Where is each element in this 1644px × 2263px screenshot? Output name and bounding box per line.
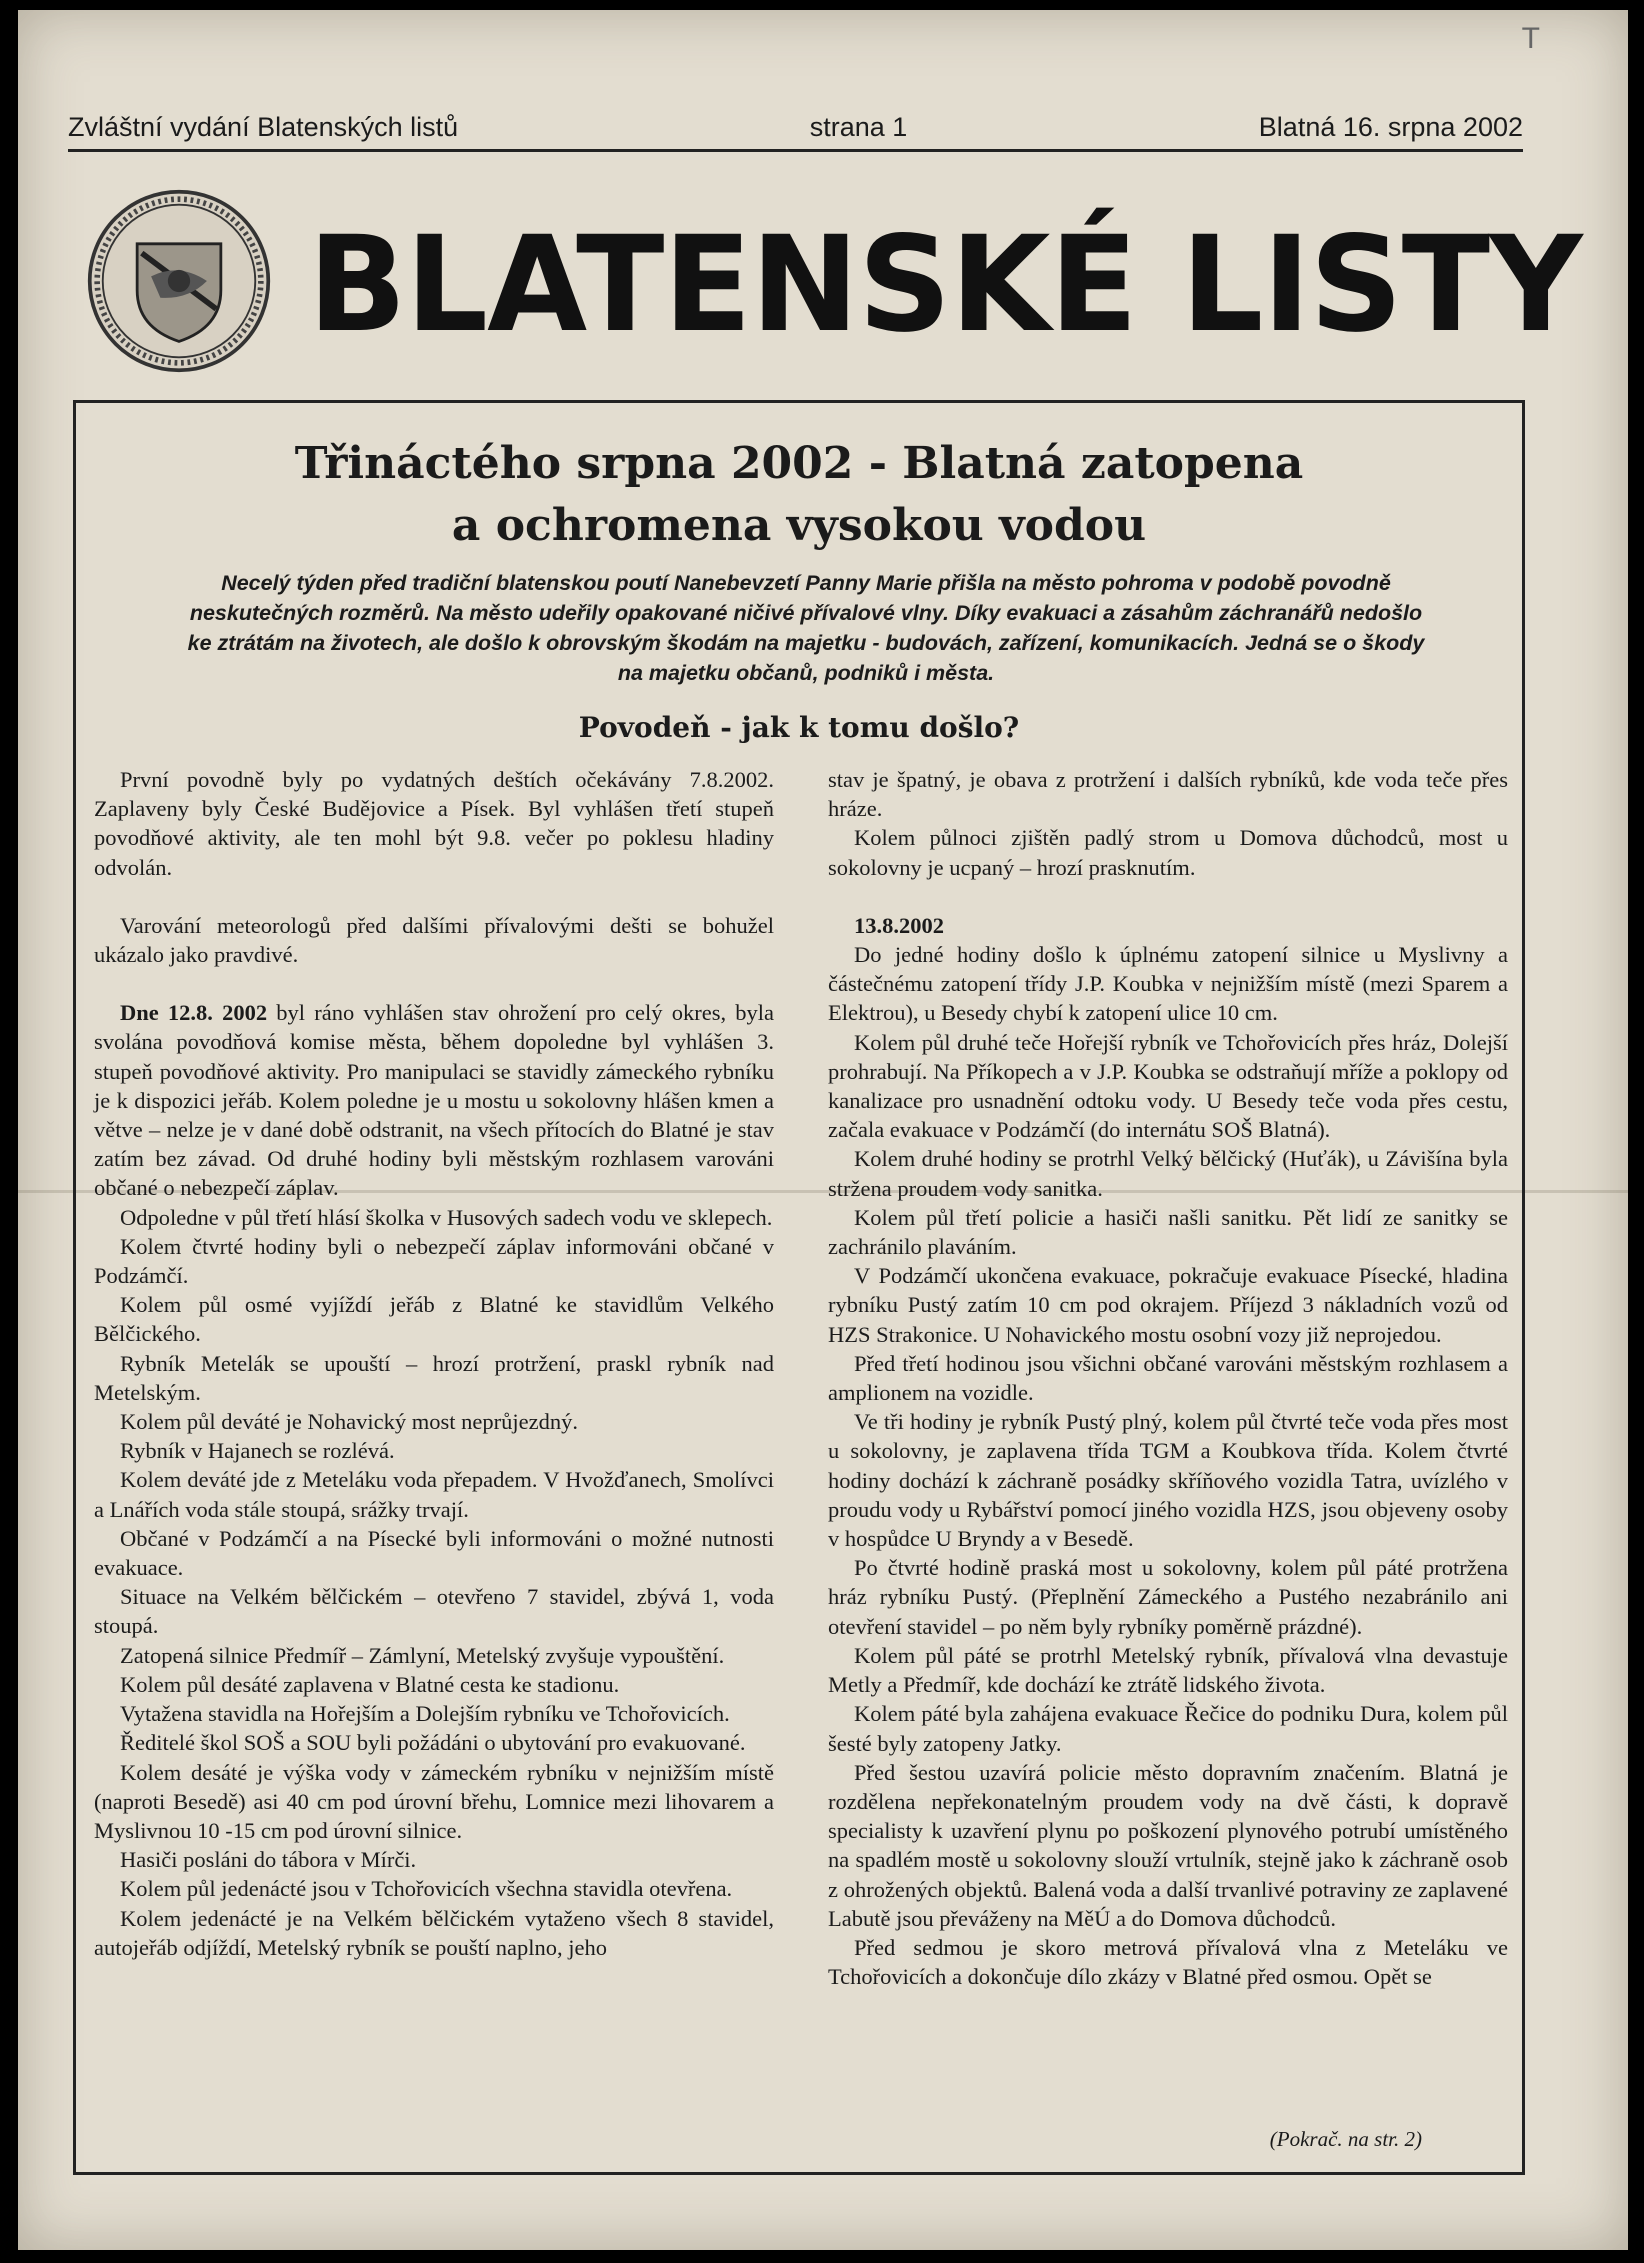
paragraph: Kolem páté byla zahájena evakuace Řečice do podniku Dura, kolem půl šesté byly zatopeny Jatky. <box>828 1701 1508 1756</box>
paragraph: Rybník v Hajanech se rozlévá. <box>120 1438 395 1464</box>
paragraph: Hasiči posláni do tábora v Mírči. <box>120 1847 417 1873</box>
paragraph: Vytažena stavidla na Hořejším a Dolejším rybníku ve Tchořovicích. <box>120 1701 730 1727</box>
date-heading: 13.8.2002 <box>854 912 944 938</box>
paragraph: Varování meteorologů před dalšími přívalovými dešti se bohužel ukázalo jako pravdivé. <box>94 912 774 968</box>
paragraph: Kolem čtvrté hodiny byli o nebezpečí záplav informováni občané v Podzámčí. <box>94 1233 774 1289</box>
paragraph <box>94 998 774 1202</box>
paragraph: Kolem půl druhé teče Hořejší rybník ve Tchořovicích přes hráz, Dolejší prohrabují. Na Příkopech a v J.P. Koubka se odstraňují mříže a poklopy od kanalizace pro usnadnění odtoku vody. U Besedy teče voda přes cestu, začala evakuace v Podzámčí (do internátu SOŠ Blatná). <box>828 1029 1508 1143</box>
newspaper-page <box>18 10 1628 2250</box>
masthead-title: BLATENSKÉ LISTY <box>308 208 1582 362</box>
paragraph: Odpoledne v půl třetí hlásí školka v Husových sadech vodu ve sklepech. <box>120 1204 773 1230</box>
section-subhead: Povodeň - jak k tomu došlo? <box>578 711 1020 744</box>
paragraph: V Podzámčí ukončena evakuace, pokračuje evakuace Písecké, hladina rybníku Pustý zatím 10 cm pod okrajem. Příjezd 3 nákladních vozů od HZS Strakonice. U Nohavického mostu osobní vozy již neprojedou. <box>828 1263 1508 1347</box>
page-number: strana 1 <box>809 112 908 142</box>
paragraph: Kolem půlnoci zjištěn padlý strom u Domova důchodců, most u sokolovny je ucpaný – hrozí prasknutím. <box>828 825 1508 880</box>
headline-line-1: Třináctého srpna 2002 - Blatná zatopena <box>294 438 1304 489</box>
paragraph: Kolem jedenácté je na Velkém bělčickém vytaženo všech 8 stavidel, autojeřáb odjíždí, Metelský rybník se pouští naplno, jeho <box>94 1905 774 1960</box>
article-lead: Necelý týden před tradiční blatenskou poutí Nanebevzetí Panny Marie přišla na město pohroma v podobě povodně neskutečných rozměrů. Na město udeřily opakované ničivé přívalové vlny. Díky evakuaci a zásahům záchranářů nedošlo ke ztrátám na životech, ale došlo k obrovským škodám na majetku - budovách, zařízení, komunikacích. Jedná se o škody na majetku občanů, podniků i města. <box>187 571 1425 685</box>
paragraph: Ředitelé škol SOŠ a SOU byli požádáni o ubytování pro evakuované. <box>120 1730 746 1756</box>
paragraph: Do jedné hodiny došlo k úplnému zatopení silnice u Myslivny a částečnému zatopení třídy J.P. Koubka v nejnižším místě (mezi Sparem a Elektrou), u Besedy chybí k zatopení ulice 10 cm. <box>828 942 1508 1026</box>
paragraph-text: byl ráno vyhlášen stav ohrožení pro celý okres, byla svolána povodňová komise města, během dopoledne byl vyhlášen 3. stupeň povodňové aktivity. Pro manipulaci se stavidly zámeckého rybníku je k dispozici jeřáb. Kolem poledne je u mostu u sokolovny hlášen kmen a větve – nelze je v dané době odstranit, na všech přítocích do Blatné je stav zatím bez závad. Od druhé hodiny byli městským rozhlasem varováni občané o nebezpečí záplav. <box>94 1000 774 1201</box>
paragraph: Kolem půl třetí policie a hasiči našli sanitku. Pět lidí ze sanitky se zachránilo plaváním. <box>828 1204 1508 1260</box>
paragraph: Kolem desáté je výška vody v zámeckém rybníku v nejnižším místě (naproti Besedě) asi 40 cm pod úrovní břehu, Lomnice mezi lihovarem a Myslivnou 10 -15 cm pod úrovní silnice. <box>94 1759 774 1843</box>
paragraph: Před třetí hodinou jsou všichni občané varováni městským rozhlasem a amplionem na vozidle. <box>828 1350 1508 1406</box>
corner-mark: T <box>1521 22 1540 55</box>
paragraph: Kolem půl desáté zaplavena v Blatné cesta ke stadionu. <box>120 1671 620 1697</box>
continuation-note: (Pokrač. na str. 2) <box>1269 2127 1422 2151</box>
paragraph: První povodně byly po vydatných deštích očekávány 7.8.2002. Zaplaveny byly České Budějovice a Písek. Byl vyhlášen třetí stupeň povodňové aktivity, ale ten mohl být 9.8. večer po poklesu hladiny odvolán. <box>94 767 774 880</box>
article-box <box>73 400 1525 2175</box>
column-right <box>828 765 1508 1991</box>
date-bold: Dne 12.8. 2002 <box>120 1000 268 1026</box>
paragraph: Po čtvrté hodině praská most u sokolovny, kolem půl páté protržena hráz rybníku Pustý. (Přeplnění Zámeckého a Pustého nezabránilo ani otevření stavidel – po něm byly rybníky poměrně prázdné). <box>828 1555 1508 1639</box>
edition-label: Zvláštní vydání Blatenských listů <box>68 112 459 142</box>
paragraph: stav je špatný, je obava z protržení i dalších rybníků, kde voda teče přes hráze. <box>828 767 1508 822</box>
column-left <box>94 765 774 1962</box>
paragraph: Kolem druhé hodiny se protrhl Velký bělčický (Huťák), u Závišína byla stržena proudem vody sanitka. <box>828 1146 1508 1201</box>
paragraph: Situace na Velkém bělčickém – otevřeno 7 stavidel, zbývá 1, voda stoupá. <box>94 1584 774 1639</box>
paragraph: Kolem půl jedenácté jsou v Tchořovicích všechna stavidla otevřena. <box>120 1876 733 1902</box>
page-header <box>68 112 1523 152</box>
town-seal-icon <box>86 188 272 374</box>
paragraph: Kolem půl deváté je Nohavický most neprůjezdný. <box>120 1409 578 1435</box>
paragraph: Občané v Podzámčí a na Písecké byli informováni o možné nutnosti evakuace. <box>94 1525 774 1581</box>
headline-line-2: a ochromena vysokou vodou <box>451 500 1147 551</box>
issue-date: Blatná 16. srpna 2002 <box>1258 112 1523 142</box>
article-headline <box>76 433 1522 557</box>
masthead <box>68 180 1582 390</box>
paragraph: Ve tři hodiny je rybník Pustý plný, kolem půl čtvrté teče voda přes most u sokolovny, je zaplavena třída TGM a Koubkova třída. Kolem čtvrté hodiny dochází k záchraně posádky skříňového vozidla Tatra, uvízlého v proudu vody u Rybářství pomocí jiného vozidla HZS, jsou objeveny osoby v hospůdce U Bryndy a v Besedě. <box>828 1409 1508 1552</box>
paragraph: Kolem deváté jde z Meteláku voda přepadem. V Hvožďanech, Smolívci a Lnářích voda stále stoupá, srážky trvají. <box>94 1467 774 1522</box>
paragraph: Před šestou uzavírá policie město dopravním značením. Blatná je rozdělena nepřekonatelným proudem vody na dvě části, k dopravě specialisty k uzavření plynu po poškození plynového potrubí umístěného na spadlém mostě u sokolovny slouží vrtulník, stejně jako k záchraně osob z ohrožených objektů. Balená voda a další trvanlivé potraviny ze zaplavené Labutě jsou převáženy na MěÚ a do Domova důchodců. <box>828 1759 1508 1931</box>
paragraph: Rybník Metelák se upouští – hrozí protržení, praskl rybník nad Metelským. <box>94 1350 774 1405</box>
paragraph: Před sedmou je skoro metrová přívalová vlna z Meteláku ve Tchořovicích a dokončuje dílo zkázy v Blatné před osmou. Opět se <box>828 1934 1508 1990</box>
paragraph: Zatopená silnice Předmíř – Zámlyní, Metelský zvyšuje vypouštění. <box>120 1642 725 1668</box>
paragraph: Kolem půl páté se protrhl Metelský rybník, přívalová vlna devastuje Metly a Předmíř, kde dochází ke ztrátě lidského života. <box>828 1642 1508 1698</box>
paragraph: Kolem půl osmé vyjíždí jeřáb z Blatné ke stavidlům Velkého Bělčického. <box>94 1292 774 1347</box>
